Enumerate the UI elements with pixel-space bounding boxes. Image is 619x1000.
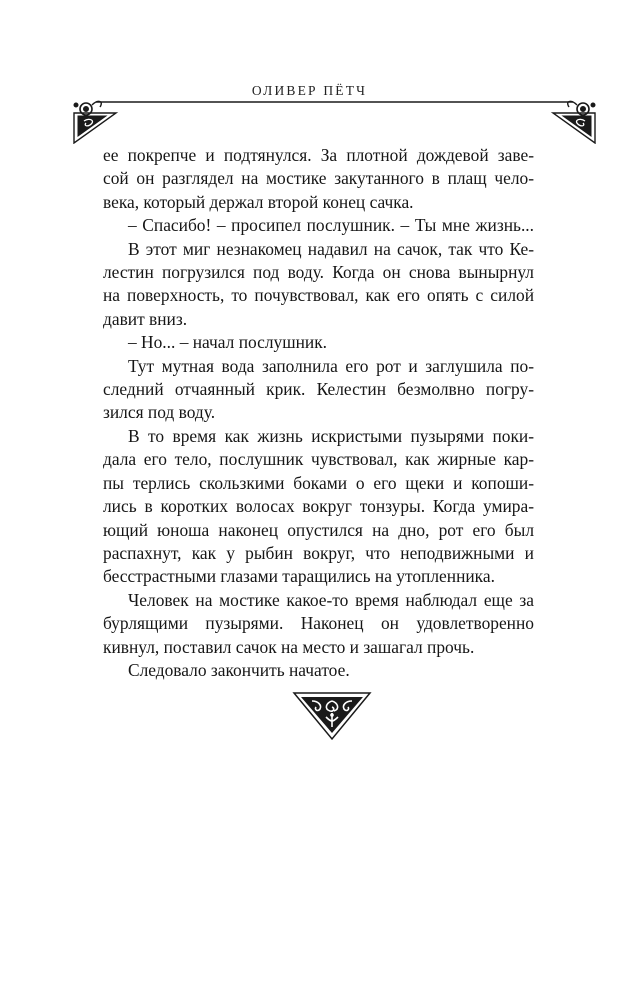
text-line: следний отчаянный крик. Келестин безмолвно погру-	[103, 379, 534, 400]
text-line: сой он разглядел на мостике закутанного в плащ чело-	[103, 168, 534, 189]
text-line: Человек на мостике какое-то время наблюдал еще за	[128, 589, 534, 610]
text-line: дала его тело, послушник чувствовал, как жирные кар-	[103, 449, 534, 470]
text-line: ющий юноша наконец опустился на дно, рот его был	[103, 519, 534, 540]
text-line: лись в коротких волосах вокруг тонзуры. Когда умира-	[103, 496, 534, 517]
text-line: ее покрепче и подтянулся. За плотной дождевой заве-	[103, 145, 534, 165]
body-text	[103, 144, 534, 682]
text-line: лестин погрузился под воду. Когда он снова вынырнул	[103, 262, 534, 283]
text-line: распахнут, как у рыбин вокруг, что неподвижными и	[103, 542, 534, 563]
header-ornament	[70, 99, 599, 144]
text-line: бурлящими пузырями. Наконец он удовлетворенно	[103, 613, 534, 634]
text-line: давит вниз.	[103, 308, 188, 329]
running-head-title: ОЛИВЕР ПЁТЧ	[251, 83, 368, 98]
paragraph-dialogue: – Но... – начал послушник.	[128, 332, 328, 353]
text-line: кивнул, поставил сачок на место и зашагал прочь.	[103, 636, 475, 657]
text-line: на поверхность, то почувствовал, как его опять с силой	[103, 285, 534, 306]
text-line: пы терлись скользкими боками о его щеки и копоши-	[103, 472, 534, 493]
text-line: зился под воду.	[103, 402, 216, 423]
text-line: века, который держал второй конец сачка.	[103, 191, 414, 212]
text-line: бесстрастными глазами таращились на утопленника.	[103, 566, 495, 587]
fleuron-ornament-icon	[292, 691, 372, 741]
text-line: В этот миг незнакомец надавил на сачок, так что Ке-	[128, 238, 534, 259]
paragraph-final: Следовало закончить начатое.	[128, 659, 350, 680]
paragraph-dialogue: – Спасибо! – просипел послушник. – Ты мне жизнь...	[128, 215, 534, 236]
text-line: В то время как жизнь искристыми пузырями поки-	[128, 425, 534, 446]
text-line: Тут мутная вода заполнила его рот и заглушила по-	[128, 355, 534, 376]
right-corner-flourish	[553, 101, 595, 143]
left-corner-flourish	[74, 101, 116, 143]
